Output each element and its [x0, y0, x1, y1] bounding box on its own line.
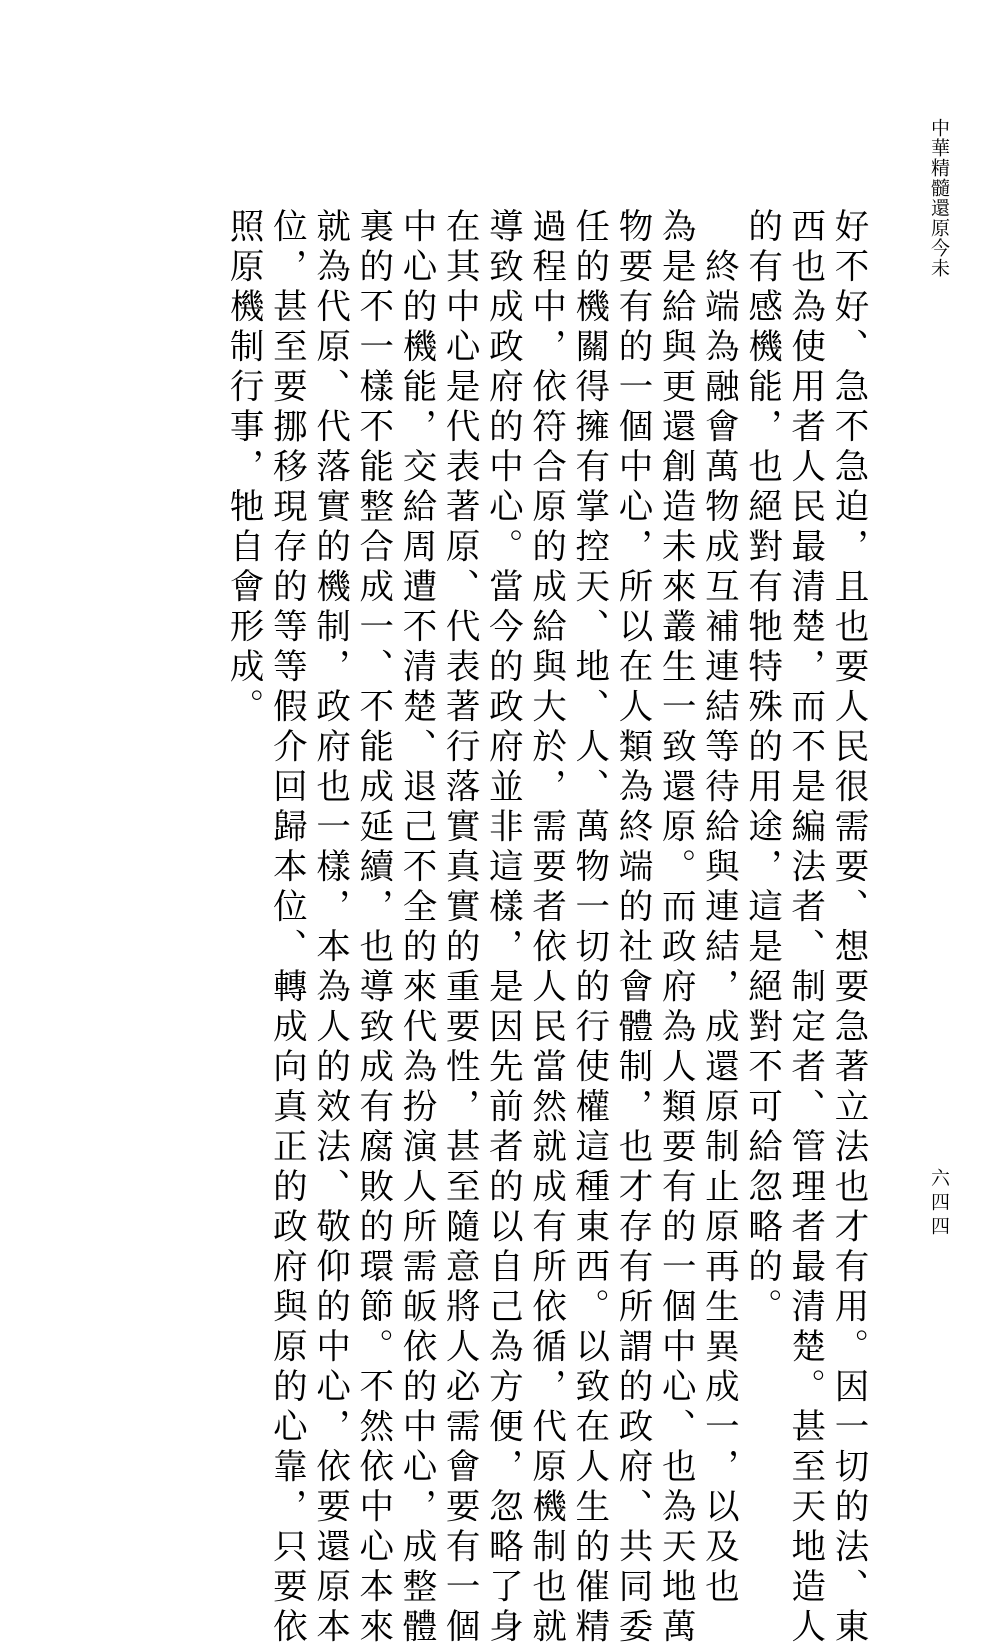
text-line: 在其中心是代表著原、代表著行落實真實的重要性，甚至隨意將人必需會要有一個 — [439, 208, 480, 1648]
text-line: 任的機關得擁有掌控天、地、人、萬物一切的行使權這種東西。以致在人生的催精 — [568, 208, 609, 1648]
text-line: 裏的不一樣不能整合成一、不能成延續，也導致成有腐敗的環節。不然依中心本來 — [352, 208, 393, 1648]
body-text — [221, 208, 869, 1648]
page-number: 六四四 — [928, 1168, 950, 1240]
text-line: 位，甚至要挪移現存的等等假介回歸本位、轉成向真正的政府與原的心靠，只要依 — [266, 208, 307, 1648]
running-header: 中華精髓還原今未 — [928, 118, 950, 278]
text-line: 過程中，依符合原的成給與大於，需要者依人民當然就成有所依循，代原機制也就 — [525, 208, 566, 1648]
paragraph-1 — [739, 208, 869, 1648]
text-line: 就為代原、代落實的機制，政府也一樣，本為人的效法、敬仰的中心，依要還原本 — [309, 208, 350, 1648]
text-line: 中心的機能，交給周遭不清楚、退己不全的來代為扮演人所需皈依的中心，成整體 — [395, 208, 436, 1648]
paragraph-2 — [221, 208, 739, 1648]
text-line: 物要有的一個中心，所以在人類為終端的社會體制，也才存有所謂的政府、共同委 — [611, 208, 652, 1648]
text-line: 導致成政府的中心。當今的政府並非這樣，是因先前者的以自己為方便，忽略了身 — [482, 208, 523, 1648]
text-line: 照原機制行事，牠自會形成。 — [223, 208, 264, 728]
text-line: 為是給與更還創造未來叢生一致還原。而政府為人類要有的一個中心、也為天地萬 — [655, 208, 696, 1648]
text-line: 的有感機能，也絕對有牠特殊的用途，這是絕對不可給忽略的。 — [741, 208, 782, 1328]
text-line: 終端為融會萬物成互補連結等待給與連結，成還原制止原再生異成一，以及也 — [698, 208, 739, 1608]
text-line: 西也為使用者人民最清楚，而不是編法者、制定者、管理者最清楚。甚至天地造人 — [784, 208, 825, 1648]
text-line: 好不好、急不急迫，且也要人民很需要、想要急著立法也才有用。因一切的法、東 — [828, 208, 868, 1648]
